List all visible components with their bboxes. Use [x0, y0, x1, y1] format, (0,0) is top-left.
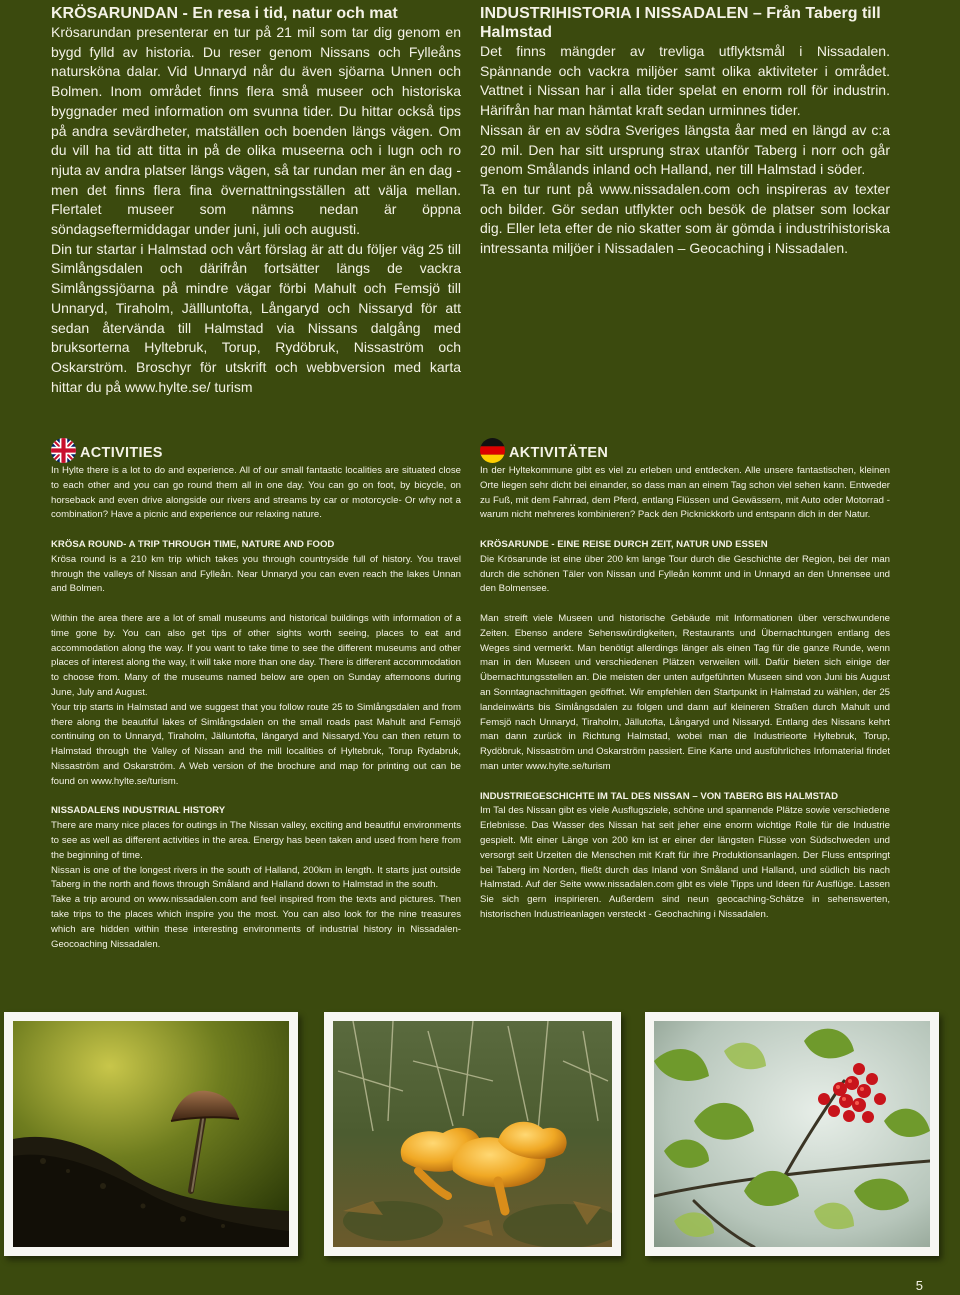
industrihistoria-paragraph-1: Det finns mängder av trevliga utflyktsmål i Nissadalen. Spännande och vackra miljöer samt olika aktiviteter i området. Vattnet i Nissan har i alla tider spelat en enorm roll för industrin. Härifrån har man hämtat kraft sedan urminnes tider. — [480, 43, 890, 119]
mushroom-photo — [4, 1012, 298, 1256]
industriegeschichte-paragraph-1: Im Tal des Nissan gibt es viele Ausflugsziele, schöne und spannende Plätze sowie verschiedene Erlebnisse. Das Wasser des Nissan hat seit jeher eine enorm wichtige Rolle für die Industrie gespielt. Mit einer Länge von 200 km ist er einer der längsten Flüsse von Südschweden und versorgt seit Urzeiten die Menschen mit Kraft für ihre Produktionsanlagen. Der Fluss entspringt bei Taberg im Norden, fließt durch das Inland von Småland und Halland, und südlich bis nach Halmstad. Auf der Seite www.nissadalen.com gibt es viele Tipps und Ideen für Ausflüge. Lassen Sie sich gern inspirieren. Außerdem sind neun geocaching-Schätze in sehenswerten, historischen Industrieanlagen versteckt - Geochaching i Nissadalen. — [480, 805, 890, 920]
krosarundan-paragraph-1: Krösarundan presenterar en tur på 21 mil som tar dig genom en bygd fylld av historia. Du reser genom Nissans och Fylleåns natursköna dalar. Vid Unnaryd når du även sjöarna Unnen och Bolmen. Inom området finns flera små museer och historiska byggnader med information om svunna tider. Du hittar också tips på andra sevärdheter, matställen och boenden längs vägen. Om du vill ha tid att titta in på de olika museerna och i lugn och ro njuta av andra platser längs vägen, så tar rundan mer än en dag - men det finns flera fina övernattningsställen att välja mellan. Flertalet museer som nämns nedan är öppna söndagseftermiddagar under juni, juli och augusti. — [51, 24, 461, 238]
krosarundan-title: KRÖSARUNDAN - En resa i tid, natur och mat — [51, 5, 398, 22]
industrial-history-paragraph-2: Nissan is one of the longest rivers in the south of Halland, 200km in length. It starts just outside Taberg in the north and flows through Småland and Halland down to Halmstad in the south. — [51, 864, 461, 891]
activities-heading: ACTIVITIES — [80, 445, 163, 461]
krosa-round-paragraph-2: Within the area there are a lot of small museums and historical buildings with information of a time gone by. You can also get tips of other sights worth seeing, places to eat and accommodation along the way. If you want to take time to see the different museums and other places of interest along the way, it will take more than one day. There is different accommodation to choose from. Many of the museums named below are open on Sunday afternoons during June, July and August. — [51, 612, 461, 698]
rowan-berries-photo — [645, 1012, 939, 1256]
industrial-history-title: NISSADALENS INDUSTRIAL HISTORY — [51, 805, 226, 817]
krosa-round-title: KRÖSA ROUND- A TRIP THROUGH TIME, NATURE AND FOOD — [51, 538, 335, 550]
krosarunde-paragraph-2: Man streift viele Museen und historische Gebäude mit Informationen über verschwundene Zeiten. Ebenso andere Sehenswürdigkeiten, Restaurants und Übernachtungen entlang des Weges sind vermerkt. Man benötigt allerdings länger als einen Tag für die ganze Runde, wenn man in den Museen und verschiedenen Plätzen verweilen will. Dafür bieten sich einige der Übernachtungsstellen an. Die meisten der unten aufgeführten Museen sind von Juni bis August an Sonntagnachmittagen geöffnet. Wir empfehlen den Startpunkt in Halmstad zu wählen, der 25 landeinwärts bis Simlångsdalen zu folgen und dann auf kleineren Straßen durch Mahult und Femsjö nach Unnaryd, Tiraholm, Jällutofta, Långaryd und Nissaryd. Entlang des Nissans kehrt man dann zurück in Richtung Halmstad, wobei man die Industrieorte Hyltebruk, Torup, Rydöbruk, Nissaström und Oskarström passiert. Eine Karte und ausführliches Infomaterial findet man unter www.hylte.se/turism — [480, 612, 890, 772]
chanterelle-photo — [324, 1012, 621, 1256]
krosarundan-paragraph-2: Din tur startar i Halmstad och vårt förslag är att du följer väg 25 till Simlångsdalen och därifrån fortsätter längs de vackra Simlångssjöarna på mindre vägar förbi Mahult och Femsjö till Unnaryd, Tiraholm, Jällluntofta, Långaryd och Nissaryd för att sedan återvända till Halmstad via Nissans dalgång med bruksorterna Hyltebruk, Torup, Rydöbruk, Nissaström och Oskarström. Broschyr för utskrift och webbversion med karta hittar du på www.hylte.se/ turism — [51, 240, 461, 395]
industriegeschichte-title: INDUSTRIEGESCHICHTE IM TAL DES NISSAN – VON TABERG BIS HALMSTAD — [480, 790, 839, 802]
german-section — [480, 437, 890, 923]
industrial-history-paragraph-3: Take a trip around on www.nissadalen.com and feel inspired from the texts and pictures. Then take trips to the places which inspire you the most. You can also look for the nine treasures which are hidden within these interesting environments of industrial history in Nissadalen- Geocoaching Nissadalen. — [51, 894, 461, 950]
german-header — [480, 437, 890, 463]
page-number: 5 — [915, 1278, 923, 1293]
german-flag-icon — [480, 438, 505, 463]
krosa-round-paragraph-3: Your trip starts in Halmstad and we suggest that you follow route 25 to Simlångsdalen and from there along the beautiful lakes of Simlångsdalen on the small roads past Mahult and Femsjö continuing on to Unnaryd, Tiraholm, Jälluntofta, lângaryd and Nissaryd.You can then return to Halmstad through the Valley of Nissan and the mill localities of Hyltebruk, Torup Rydabruk, Nissaström and Oskarström. A Web version of the brochure and map for printing out can be found on www.hylte.se/turism. — [51, 701, 461, 787]
krosarunde-title: KRÖSARUNDE - EINE REISE DURCH ZEIT, NATUR UND ESSEN — [480, 538, 768, 550]
uk-flag-icon — [51, 438, 76, 463]
krosa-round-paragraph-1: Krösa round is a 210 km trip which takes you through countryside full of history. You travel through the valleys of Nissan and Fylleån. Near Unnaryd you can even reach the lakes Unnan and Bolmen. — [51, 553, 461, 595]
swedish-industrihistoria-section — [480, 4, 890, 259]
industrihistoria-paragraph-3: Ta en tur runt på www.nissadalen.com och inspireras av texter och bilder. Gör sedan utflykter och besök de platser som lockar dig. Eller leta efter de nio skatter som är gömda i industrihistoriska intressanta miljöer i Nissadalen – Geocaching i Nissadalen. — [480, 180, 890, 257]
english-section — [51, 437, 461, 952]
industrihistoria-title: INDUSTRIHISTORIA I NISSADALEN – Från Taberg till Halmstad — [480, 5, 881, 41]
industrial-history-paragraph-1: There are many nice places for outings in The Nissan valley, exciting and beautiful environments to see as well as different activities in the area. Energy has been taken and used from here from the beginning of time. — [51, 820, 461, 861]
english-header — [51, 437, 461, 463]
krosarunde-paragraph-1: Die Krösarunde ist eine über 200 km lange Tour durch die Geschichte der Region, bei der man durch die schönen Täler von Nissan und Fylleån kommt und in Unnaryd an den Unnensee und den Bolmensee. — [480, 553, 890, 595]
swedish-krosarundan-section — [51, 4, 461, 397]
german-intro: In der Hyltekommune gibt es viel zu erleben und entdecken. Alle unsere fantastischen, kleinen Orte liegen sehr dicht bei einander, so dass man an einem Tag schon viel sehen kann. Entweder zu Fuß, mit dem Fahrrad, dem Pferd, entlang Flüssen und Gewässern, mit Auto oder Motorrad - warum nicht mehreres kombinieren? Pack den Picknickkorb und entspann dich in der Natur. — [480, 465, 890, 521]
english-intro: In Hylte there is a lot to do and experience. All of our small fantastic localities are situated close to each other and you can go round them all in one day. You can go on foot, by bicycle, on horseback and even drive alongside our rivers and streams by car or motorcycle- Or why not a combination? Have a picnic and experience our relaxing nature. — [51, 465, 461, 521]
aktivitaten-heading: AKTIVITÄTEN — [509, 445, 609, 461]
industrihistoria-paragraph-2: Nissan är en av södra Sveriges längsta åar med en längd av c:a 20 mil. Den har sitt ursprung strax utanför Taberg i norr och går genom Smålands inland och Halland, ner till Halmstad i söder. — [480, 121, 890, 178]
